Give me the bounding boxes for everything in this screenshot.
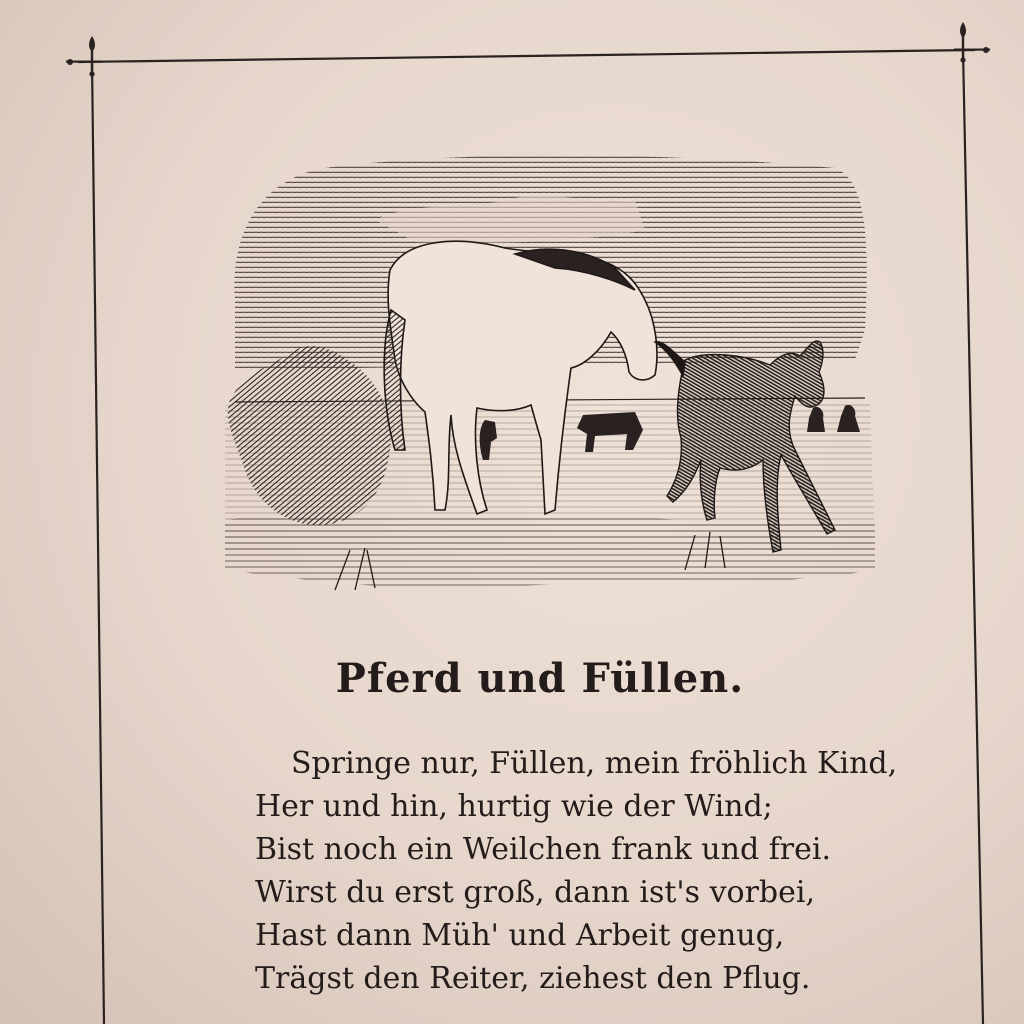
poem-line: Her und hin, hurtig wie der Wind;: [255, 789, 773, 824]
poem-stanza: [255, 742, 935, 1000]
poem-line: Hast dann Müh' und Arbeit genug,: [255, 918, 785, 953]
poem-line: Springe nur, Füllen, mein fröhlich Kind,: [291, 746, 898, 781]
horse-and-foal-engraving: [215, 150, 880, 595]
corner-ornament-left-icon: [66, 36, 102, 77]
poem-title: Pferd und Füllen.: [335, 655, 745, 702]
poem-line: Bist noch ein Weilchen frank und frei.: [255, 832, 832, 867]
corner-ornament-right-icon: [954, 22, 990, 63]
poem-line: Wirst du erst groß, dann ist's vorbei,: [255, 875, 816, 910]
poem-line: Trägst den Reiter, ziehest den Pflug.: [255, 961, 811, 996]
